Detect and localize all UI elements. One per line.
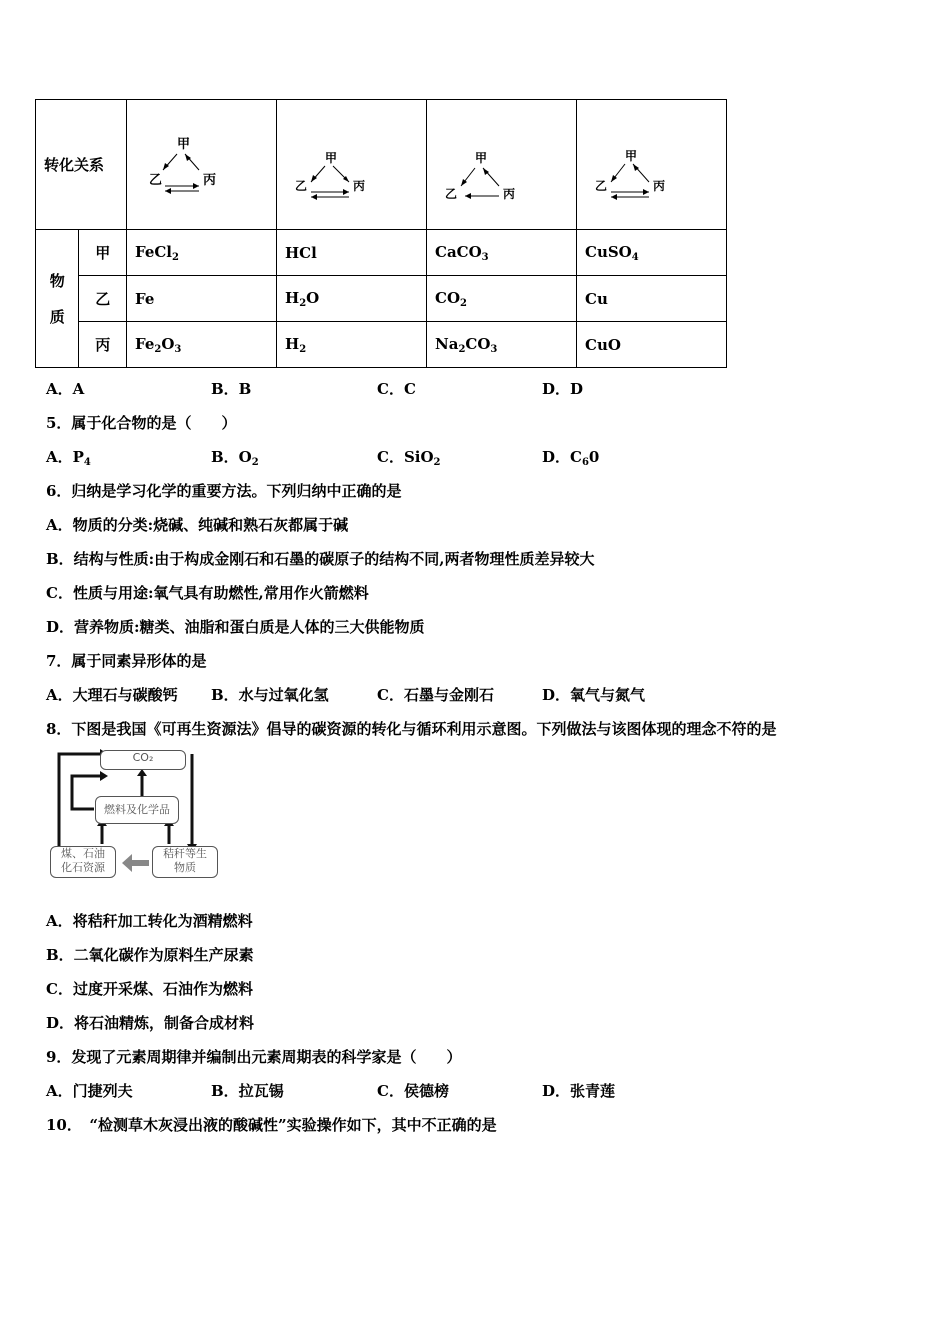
conversion-diagram-c xyxy=(435,130,525,200)
q4-option-a[interactable]: A．A xyxy=(46,380,85,398)
co2-box: CO₂ xyxy=(100,750,186,770)
q9-stem: 9．发现了元素周期律并编制出元素周期表的科学家是（ ） xyxy=(46,1048,462,1066)
triangle-cell-1 xyxy=(127,100,277,230)
q5-option-d[interactable]: D．$C_60$ xyxy=(542,448,600,468)
q7-option-a[interactable]: A．大理石与碳酸钙 xyxy=(46,686,178,704)
q7-stem: 7．属于同素异形体的是 xyxy=(46,652,207,670)
q7-option-b[interactable]: B．水与过氧化氢 xyxy=(211,686,329,704)
svg-text:甲: 甲 xyxy=(625,148,638,163)
row-label: 乙 xyxy=(79,276,127,322)
q9-option-b[interactable]: B．拉瓦锡 xyxy=(211,1082,284,1100)
q5-option-a[interactable]: A．$P_4$ xyxy=(46,448,91,468)
q7-option-c[interactable]: C．石墨与金刚石 xyxy=(377,686,494,704)
tri-top-label: 甲 xyxy=(177,136,191,152)
q4-option-b[interactable]: B．B xyxy=(211,380,252,398)
svg-text:丙: 丙 xyxy=(653,178,666,193)
cell: $CO_2$ xyxy=(427,276,577,322)
cell: $Fe_2O_3$ xyxy=(127,322,277,368)
cell: $Na_2CO_3$ xyxy=(427,322,577,368)
cell: Fe xyxy=(127,276,277,322)
svg-text:丙: 丙 xyxy=(503,186,516,200)
cell: CaCO$_3$ xyxy=(427,230,577,276)
question-4-table xyxy=(35,99,727,368)
side-label: 物 质 xyxy=(36,230,79,368)
svg-text:丙: 丙 xyxy=(353,178,366,193)
q8-option-c[interactable]: C．过度开采煤、石油作为燃料 xyxy=(46,980,253,998)
q6-option-a[interactable]: A．物质的分类:烧碱、纯碱和熟石灰都属于碱 xyxy=(46,516,349,534)
triangle-cell-4 xyxy=(577,100,727,230)
svg-text:乙: 乙 xyxy=(295,178,308,193)
q9-option-a[interactable]: A．门捷列夫 xyxy=(46,1082,133,1100)
cell: FeCl$_2$ xyxy=(127,230,277,276)
row-label: 丙 xyxy=(79,322,127,368)
tri-left-label: 乙 xyxy=(149,172,163,188)
cell: CuO xyxy=(577,322,727,368)
q6-stem: 6．归纳是学习化学的重要方法。下列归纳中正确的是 xyxy=(46,482,402,500)
fuel-box: 燃料及化学品 xyxy=(95,796,179,824)
header-label: 转化关系 xyxy=(36,100,127,230)
conversion-diagram-d xyxy=(585,130,675,200)
q8-stem: 8．下图是我国《可再生资源法》倡导的碳资源的转化与循环利用示意图。下列做法与该图体现的理念不符的是 xyxy=(46,720,777,738)
cell: Cu xyxy=(577,276,727,322)
conversion-diagram-a xyxy=(135,130,225,200)
fossil-box: 煤、石油 化石资源 xyxy=(50,846,116,878)
tri-right-label: 丙 xyxy=(203,172,217,188)
svg-text:甲: 甲 xyxy=(475,150,488,165)
q4-option-d[interactable]: D．D xyxy=(542,380,584,398)
q8-option-a[interactable]: A．将秸秆加工转化为酒精燃料 xyxy=(46,912,253,930)
svg-text:乙: 乙 xyxy=(595,178,608,193)
q5-stem: 5．属于化合物的是（ ） xyxy=(46,414,237,432)
cell: $H_2$ xyxy=(277,322,427,368)
q10-stem: 10． “检测草木灰浸出液的酸碱性”实验操作如下，其中不正确的是 xyxy=(46,1116,497,1134)
q6-option-b[interactable]: B．结构与性质:由于构成金刚石和石墨的碳原子的结构不同,两者物理性质差异较大 xyxy=(46,550,595,568)
q9-option-d[interactable]: D．张青莲 xyxy=(542,1082,616,1100)
triangle-cell-3 xyxy=(427,100,577,230)
q4-option-c[interactable]: C．C xyxy=(377,380,416,398)
q8-option-b[interactable]: B．二氧化碳作为原料生产尿素 xyxy=(46,946,254,964)
q7-option-d[interactable]: D．氧气与氮气 xyxy=(542,686,646,704)
svg-text:甲: 甲 xyxy=(325,150,338,165)
cell: HCl xyxy=(277,230,427,276)
cell: $H_2O$ xyxy=(277,276,427,322)
cell: CuSO$_4$ xyxy=(577,230,727,276)
biomass-box: 秸秆等生 物质 xyxy=(152,846,218,878)
q9-option-c[interactable]: C．侯德榜 xyxy=(377,1082,449,1100)
row-label: 甲 xyxy=(79,230,127,276)
svg-text:乙: 乙 xyxy=(445,186,458,200)
triangle-cell-2 xyxy=(277,100,427,230)
q5-option-b[interactable]: B．$O_2$ xyxy=(211,448,259,468)
conversion-diagram-b xyxy=(285,130,375,200)
q8-option-d[interactable]: D．将石油精炼，制备合成材料 xyxy=(46,1014,255,1032)
q6-option-d[interactable]: D．营养物质:糖类、油脂和蛋白质是人体的三大供能物质 xyxy=(46,618,425,636)
q5-option-c[interactable]: C．SiO$_2$ xyxy=(377,448,441,468)
q6-option-c[interactable]: C．性质与用途:氧气具有助燃性,常用作火箭燃料 xyxy=(46,584,369,602)
